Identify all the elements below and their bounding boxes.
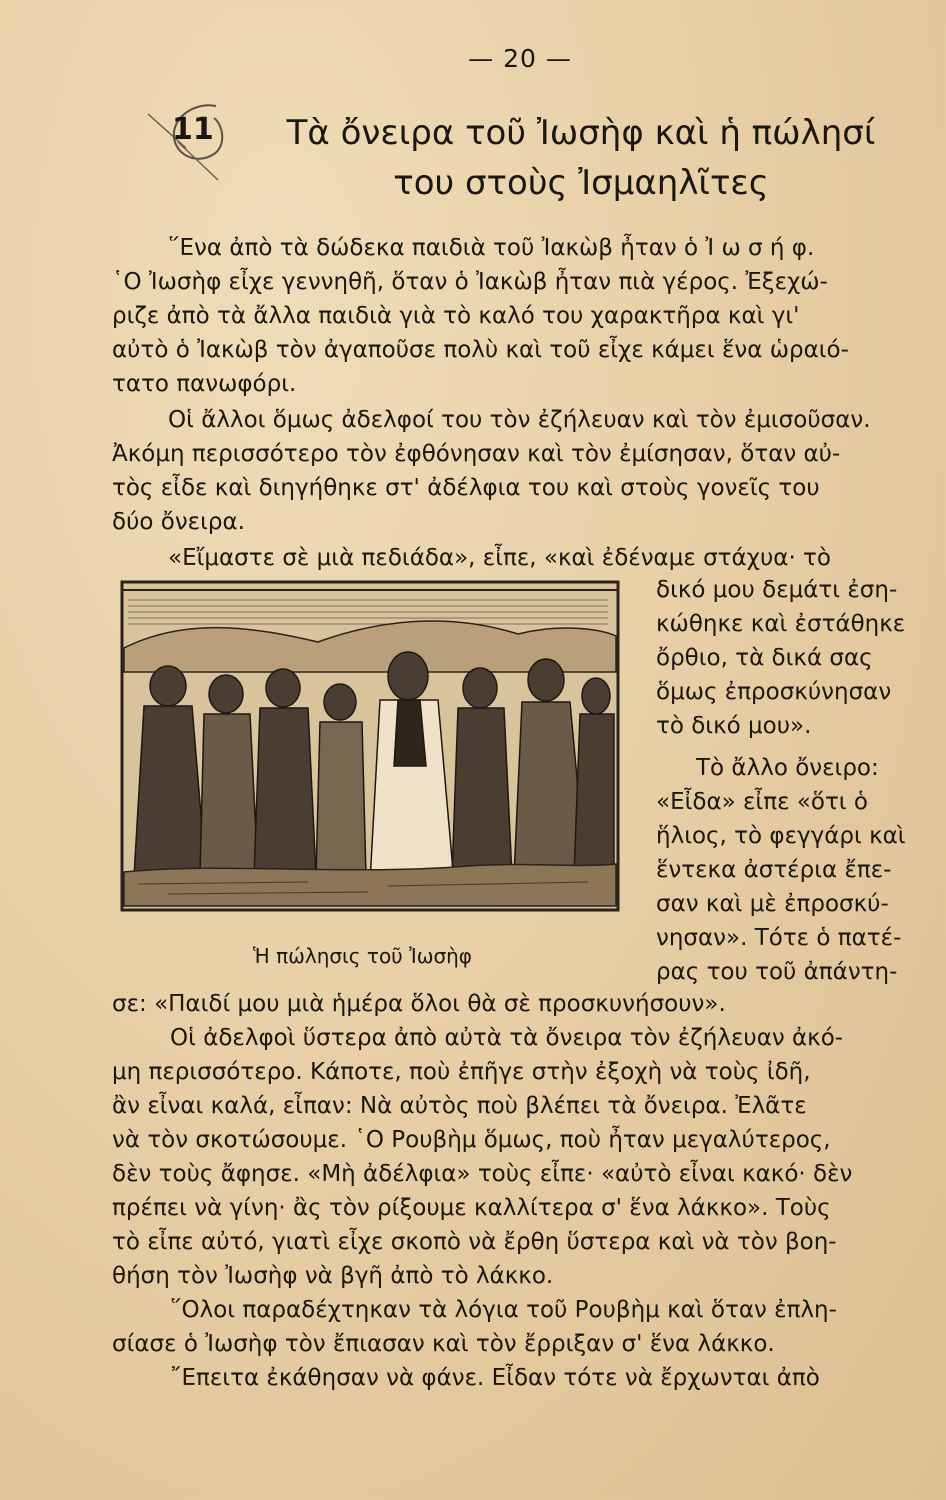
text-line: δικό μου δεμάτι ἐση- — [656, 577, 898, 603]
text-line: Ἀκόμη περισσότερο τὸν ἐφθόνησαν καὶ τὸν ἐμίσησαν, ὅταν αὐ- — [112, 441, 841, 467]
text-line: τὸ εἶπε αὐτό, γιατὶ εἶχε σκοπὸ νὰ ἔρθη ὕστερα καὶ νὰ τὸν βοη- — [112, 1229, 837, 1255]
text-line: ἥλιος, τὸ φεγγάρι καὶ — [656, 823, 906, 849]
text-line: κώθηκε καὶ ἐστάθηκε — [656, 611, 906, 637]
text-line: ρας του τοῦ ἀπάντη- — [656, 959, 898, 985]
text-line: τατο πανωφόρι. — [112, 371, 297, 397]
text-line: δύο ὄνειρα. — [112, 509, 245, 535]
text-line: «Εἶδα» εἶπε «ὅτι ὁ — [656, 789, 868, 815]
text-line: ὅμως ἐπροσκύνησαν — [656, 679, 892, 705]
lesson-number: 11 — [172, 112, 214, 147]
text-line: ἂν εἶναι καλά, εἶπαν: Νὰ αὐτὸς ποὺ βλέπει τὰ ὄνειρα. Ἐλᾶτε — [112, 1093, 807, 1119]
text-line: τὸ δικό μου». — [656, 713, 812, 739]
text-line: θήση τὸν Ἰωσὴφ νὰ βγῆ ἀπὸ τὸ λάκκο. — [112, 1263, 554, 1289]
text-line: Οἱ ἀδελφοὶ ὕστερα ἀπὸ αὐτὰ τὰ ὄνειρα τὸν ἐζήλευαν ἀκό- — [170, 1025, 844, 1051]
page-number: — 20 — — [468, 44, 572, 73]
page-title — [236, 108, 926, 208]
text-line: δὲν τοὺς ἄφησε. «Μὴ ἀδέλφια» τοὺς εἶπε· «αὐτὸ εἶναι κακό· δὲν — [112, 1161, 853, 1187]
title-line-1: Τὰ ὄνειρα τοῦ Ἰωσὴφ καὶ ἡ πώλησί — [286, 113, 876, 153]
text-line: νησαν». Τότε ὁ πατέ- — [656, 925, 902, 951]
text-line: ὄρθιο, τὰ δικά σας — [656, 645, 873, 671]
text-line: ῞Ενα ἀπὸ τὰ δώδεκα παιδιὰ τοῦ Ἰακὼβ ἦταν ὁ Ἰ ω σ ή φ. — [168, 235, 815, 261]
text-line: ῾Ο Ἰωσὴφ εἶχε γεννηθῆ, ὅταν ὁ Ἰακὼβ ἦταν πιὰ γέρος. Ἐξεχώ- — [112, 269, 828, 295]
text-line: αὐτὸ ὁ Ἰακὼβ τὸν ἀγαποῦσε πολὺ καὶ τοῦ εἶχε κάμει ἕνα ὡραιό- — [112, 337, 849, 363]
text-line: σαν καὶ μὲ ἐπροσκύ- — [656, 891, 889, 917]
text-line: Τὸ ἄλλο ὄνειρο: — [696, 755, 879, 781]
title-line-2: του στοὺς Ἰσμαηλῖτες — [393, 163, 769, 203]
text-line: ριζε ἀπὸ τὰ ἄλλα παιδιὰ γιὰ τὸ καλό του χαρακτῆρα καὶ γι' — [112, 303, 800, 329]
text-line: ῞Ολοι παραδέχτηκαν τὰ λόγια τοῦ Ρουβὴμ καὶ ὅταν ἐπλη- — [170, 1297, 837, 1323]
text-line: ῎Επειτα ἐκάθησαν νὰ φάνε. Εἶδαν τότε νὰ ἔρχωνται ἀπὸ — [170, 1365, 820, 1391]
text-line: σίασε ὁ Ἰωσὴφ τὸν ἔπιασαν καὶ τὸν ἔρριξαν σ' ἕνα λάκκο. — [112, 1331, 775, 1357]
text-line: μη περισσότερο. Κάποτε, ποὺ ἐπῆγε στὴν ἐξοχὴ νὰ τοὺς ἰδῆ, — [112, 1059, 811, 1085]
text-line: ἕντεκα ἀστέρια ἔπε- — [656, 857, 892, 883]
text-line: Οἱ ἄλλοι ὅμως ἀδελφοί του τὸν ἐζήλευαν καὶ τὸν ἐμισοῦσαν. — [168, 407, 871, 433]
text-line: νὰ τὸν σκοτώσουμε. ῾Ο Ρουβὴμ ὅμως, ποὺ ἦταν μεγαλύτερος, — [112, 1127, 831, 1153]
engraving-illustration — [108, 576, 632, 920]
text-line: πρέπει νὰ γίνη· ἂς τὸν ρίξουμε καλλίτερα σ' ἕνα λάκκο». Τοὺς — [112, 1195, 831, 1221]
text-line: σε: «Παιδί μου μιὰ ἡμέρα ὅλοι θὰ σὲ προσκυνήσουν». — [112, 991, 726, 1017]
text-line: «Εἴμαστε σὲ μιὰ πεδιάδα», εἶπε, «καὶ ἐδέναμε στάχυα· τὸ — [168, 545, 831, 571]
text-line: τὸς εἶδε καὶ διηγήθηκε στ' ἀδέλφια του καὶ στοὺς γονεῖς του — [112, 475, 820, 501]
figure-caption: Ἡ πώλησις τοῦ Ἰωσὴφ — [253, 944, 473, 968]
